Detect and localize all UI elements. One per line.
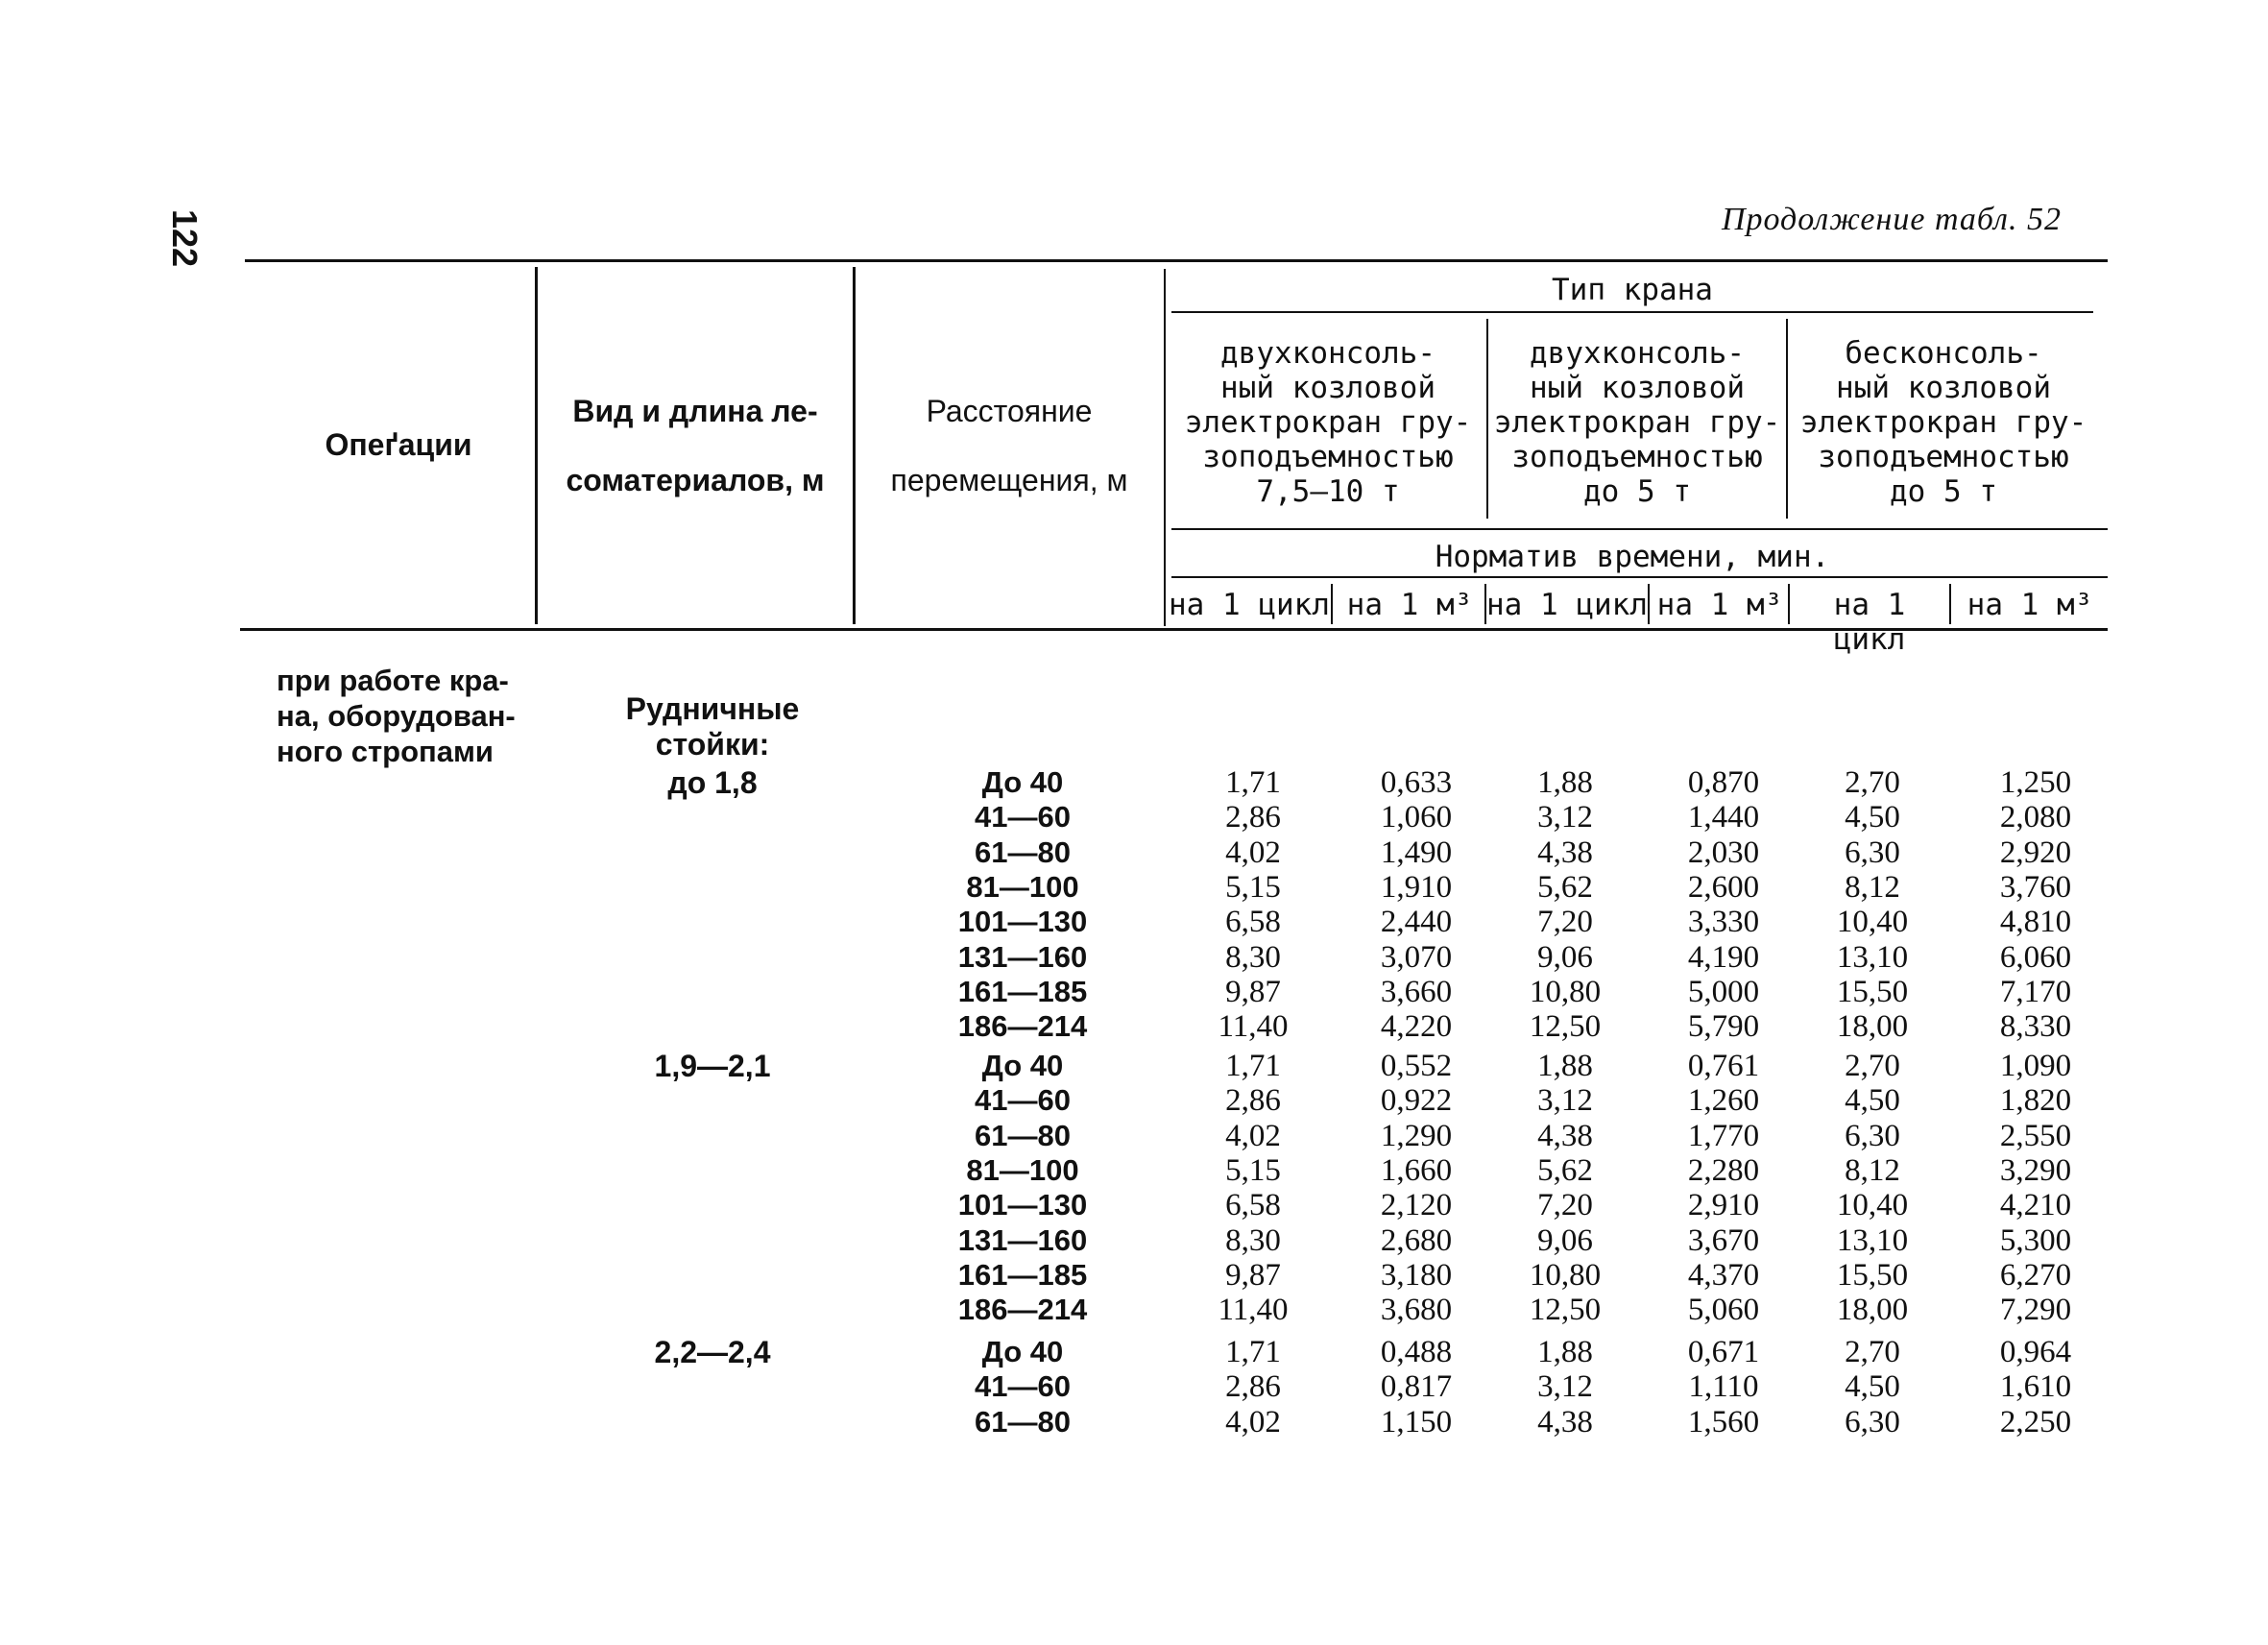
cell-m3-crane3: 4,210 (1999, 1188, 2072, 1223)
cell-m3-crane3: 2,920 (1999, 835, 2072, 870)
cell-cycle-crane3: 10,40 (1836, 1188, 1909, 1223)
cell-cycle-crane1: 8,30 (1225, 939, 1281, 975)
cell-cycle-crane1: 4,02 (1225, 835, 1281, 870)
col-divider-3 (1164, 269, 1166, 626)
cell-m3-crane2: 5,790 (1687, 1009, 1760, 1045)
cell-cycle-crane2: 7,20 (1537, 905, 1593, 940)
cell-cycle-crane3: 6,30 (1845, 1404, 1900, 1439)
col-divider-1 (535, 267, 538, 624)
header-per-cycle-2: на 1 цикл (1486, 588, 1648, 622)
cell-m3-crane1: 0,922 (1380, 1083, 1453, 1119)
cell-m3-crane1: 4,220 (1380, 1009, 1453, 1045)
header-crane-1: двухконсоль- ный козловой электрокран гру- зоподъемностью 7,5—10 т (1184, 336, 1472, 509)
cell-m3-crane1: 0,817 (1380, 1369, 1453, 1405)
cell-m3-crane1: 0,488 (1380, 1335, 1453, 1369)
cell-m3-crane2: 1,440 (1687, 800, 1760, 835)
operation-description: при работе кра- на, оборудован- ного стропами (277, 664, 516, 768)
cell-distance: 61—80 (975, 1118, 1071, 1152)
cell-cycle-crane1: 4,02 (1225, 1404, 1281, 1439)
cell-cycle-crane1: 2,86 (1225, 1083, 1281, 1119)
header-crane-3: бесконсоль- ный козловой электрокран гру- зоподъемностью до 5 т (1799, 336, 2087, 509)
cell-cycle-crane1: 11,40 (1218, 1009, 1289, 1045)
cell-m3-crane2: 1,770 (1687, 1118, 1760, 1153)
cell-m3-crane2: 0,761 (1687, 1049, 1760, 1083)
cell-m3-crane2: 4,190 (1687, 939, 1760, 975)
header-crane-2: двухконсоль- ный козловой электрокран гру- зоподъемностью до 5 т (1493, 336, 1781, 509)
crane-type-rule (1171, 311, 2093, 313)
cell-cycle-crane2: 3,12 (1537, 1083, 1593, 1119)
table-caption: Продолжение табл. 52 (1721, 202, 2062, 237)
cell-cycle-crane2: 1,88 (1537, 765, 1593, 800)
cell-cycle-crane2: 5,62 (1537, 1152, 1593, 1188)
cell-m3-crane1: 1,660 (1380, 1152, 1453, 1188)
header-per-m3-1: на 1 м³ (1346, 588, 1473, 622)
cell-cycle-crane2: 9,06 (1537, 1222, 1593, 1258)
cell-m3-crane3: 8,330 (1999, 1009, 2072, 1045)
cell-m3-crane1: 1,910 (1380, 869, 1453, 905)
cell-distance: 41—60 (975, 800, 1071, 835)
header-wood-line1: Вид и длина ле- (572, 394, 818, 428)
cell-cycle-crane2: 10,80 (1529, 974, 1602, 1009)
cell-cycle-crane2: 9,06 (1537, 939, 1593, 975)
cell-distance: До 40 (981, 1049, 1064, 1082)
subcol-divider-3 (1648, 584, 1650, 624)
crane-divider-1 (1486, 319, 1488, 519)
cell-m3-crane3: 3,760 (1999, 869, 2072, 905)
page-number: 122 (165, 209, 205, 268)
cell-cycle-crane1: 8,30 (1225, 1222, 1281, 1258)
cell-cycle-crane2: 4,38 (1537, 1118, 1593, 1153)
cell-cycle-crane1: 4,02 (1225, 1118, 1281, 1153)
cell-distance: 101—130 (957, 1188, 1088, 1222)
cell-cycle-crane3: 15,50 (1836, 1257, 1909, 1293)
cell-m3-crane2: 2,280 (1687, 1152, 1760, 1188)
cell-cycle-crane3: 4,50 (1845, 1083, 1900, 1119)
cell-m3-crane1: 3,660 (1380, 974, 1453, 1009)
cell-distance: До 40 (981, 765, 1064, 799)
cell-cycle-crane3: 2,70 (1845, 765, 1900, 800)
cell-cycle-crane1: 6,58 (1225, 905, 1281, 940)
cell-cycle-crane1: 1,71 (1225, 765, 1281, 800)
header-norm: Норматив времени, мин. (1435, 540, 1830, 574)
cell-m3-crane1: 2,120 (1380, 1188, 1453, 1223)
cell-m3-crane1: 1,060 (1380, 800, 1453, 835)
cell-m3-crane2: 0,870 (1687, 765, 1760, 800)
cell-distance: 161—185 (957, 1257, 1088, 1292)
cell-m3-crane1: 1,150 (1380, 1404, 1453, 1439)
cell-m3-crane1: 3,680 (1380, 1293, 1453, 1328)
cell-cycle-crane3: 4,50 (1845, 800, 1900, 835)
cell-distance: 186—214 (957, 1009, 1088, 1044)
cell-cycle-crane2: 3,12 (1537, 1369, 1593, 1405)
header-distance-line1: Расстояние (926, 394, 1093, 428)
norm-rule (1171, 576, 2108, 578)
cell-cycle-crane1: 1,71 (1225, 1335, 1281, 1369)
cell-m3-crane3: 7,170 (1999, 974, 2072, 1009)
group-label: 1,9—2,1 (654, 1049, 771, 1083)
cell-m3-crane2: 5,000 (1687, 974, 1760, 1009)
group-label: до 1,8 (667, 765, 758, 800)
cell-m3-crane2: 2,910 (1687, 1188, 1760, 1223)
crane-divider-2 (1786, 319, 1788, 519)
cell-m3-crane1: 2,680 (1380, 1222, 1453, 1258)
cell-cycle-crane2: 7,20 (1537, 1188, 1593, 1223)
cell-cycle-crane3: 13,10 (1836, 939, 1909, 975)
cell-m3-crane3: 4,810 (1999, 905, 2072, 940)
header-operations: Опеґации (325, 427, 472, 462)
cell-m3-crane3: 7,290 (1999, 1293, 2072, 1328)
cell-m3-crane1: 3,070 (1380, 939, 1453, 975)
cell-m3-crane1: 0,552 (1380, 1049, 1453, 1083)
cell-cycle-crane1: 2,86 (1225, 800, 1281, 835)
cell-distance: 131—160 (957, 1222, 1088, 1257)
header-crane-type: Тип крана (1552, 273, 1713, 307)
cell-cycle-crane1: 5,15 (1225, 1152, 1281, 1188)
cell-cycle-crane3: 10,40 (1836, 905, 1909, 940)
cell-cycle-crane1: 9,87 (1225, 974, 1281, 1009)
cell-cycle-crane1: 5,15 (1225, 869, 1281, 905)
cell-cycle-crane2: 1,88 (1537, 1335, 1593, 1369)
cell-m3-crane2: 3,330 (1687, 905, 1760, 940)
cell-distance: 41—60 (975, 1369, 1071, 1404)
cell-distance: 101—130 (957, 905, 1088, 939)
cell-m3-crane2: 2,600 (1687, 869, 1760, 905)
cell-distance: 81—100 (966, 869, 1079, 904)
cell-cycle-crane2: 4,38 (1537, 1404, 1593, 1439)
top-rule (245, 259, 2108, 262)
cell-m3-crane3: 2,250 (1999, 1404, 2072, 1439)
cell-cycle-crane3: 13,10 (1836, 1222, 1909, 1258)
cell-cycle-crane2: 12,50 (1529, 1009, 1602, 1045)
cell-cycle-crane1: 6,58 (1225, 1188, 1281, 1223)
header-distance-line2: перемещения, м (890, 463, 1128, 497)
cell-m3-crane2: 1,110 (1688, 1369, 1759, 1405)
cell-cycle-crane1: 1,71 (1225, 1049, 1281, 1083)
group-label: 2,2—2,4 (654, 1335, 771, 1369)
cell-cycle-crane2: 3,12 (1537, 800, 1593, 835)
cell-distance: 81—100 (966, 1152, 1079, 1187)
cell-cycle-crane3: 18,00 (1836, 1293, 1909, 1328)
cell-cycle-crane2: 12,50 (1529, 1293, 1602, 1328)
cell-m3-crane3: 2,550 (1999, 1118, 2072, 1153)
cell-m3-crane1: 0,633 (1380, 765, 1453, 800)
cell-cycle-crane2: 10,80 (1529, 1257, 1602, 1293)
cell-cycle-crane2: 4,38 (1537, 835, 1593, 870)
cell-cycle-crane1: 9,87 (1225, 1257, 1281, 1293)
cell-m3-crane3: 3,290 (1999, 1152, 2072, 1188)
cell-distance: 41—60 (975, 1083, 1071, 1118)
wood-type: Рудничные стойки: (625, 691, 800, 762)
cell-m3-crane3: 5,300 (1999, 1222, 2072, 1258)
cell-m3-crane1: 2,440 (1380, 905, 1453, 940)
cell-m3-crane3: 1,820 (1999, 1083, 2072, 1119)
cell-distance: 131—160 (957, 939, 1088, 974)
cell-m3-crane3: 6,060 (1999, 939, 2072, 975)
cell-cycle-crane3: 18,00 (1836, 1009, 1909, 1045)
cell-m3-crane2: 1,560 (1687, 1404, 1760, 1439)
cell-cycle-crane3: 6,30 (1845, 835, 1900, 870)
cell-distance: 186—214 (957, 1293, 1088, 1327)
cell-distance: 61—80 (975, 1404, 1071, 1439)
cell-m3-crane2: 5,060 (1687, 1293, 1760, 1328)
cell-cycle-crane3: 8,12 (1845, 869, 1900, 905)
cell-m3-crane2: 1,260 (1687, 1083, 1760, 1119)
header-per-m3-2: на 1 м³ (1656, 588, 1783, 622)
cell-m3-crane3: 2,080 (1999, 800, 2072, 835)
cell-cycle-crane3: 8,12 (1845, 1152, 1900, 1188)
cell-m3-crane1: 1,290 (1380, 1118, 1453, 1153)
cell-cycle-crane3: 6,30 (1845, 1118, 1900, 1153)
cell-m3-crane3: 1,610 (1999, 1369, 2072, 1405)
cell-m3-crane3: 1,090 (1999, 1049, 2072, 1083)
cell-m3-crane2: 0,671 (1687, 1335, 1760, 1369)
cell-cycle-crane3: 4,50 (1845, 1369, 1900, 1405)
cell-m3-crane3: 0,964 (1999, 1335, 2072, 1369)
cell-m3-crane1: 3,180 (1380, 1257, 1453, 1293)
cell-distance: 61—80 (975, 835, 1071, 869)
cell-cycle-crane1: 11,40 (1218, 1293, 1289, 1328)
cell-m3-crane3: 6,270 (1999, 1257, 2072, 1293)
cell-m3-crane2: 4,370 (1687, 1257, 1760, 1293)
cell-distance: До 40 (981, 1335, 1064, 1368)
subcol-divider-5 (1949, 584, 1951, 624)
cell-cycle-crane3: 2,70 (1845, 1335, 1900, 1369)
cell-cycle-crane1: 2,86 (1225, 1369, 1281, 1405)
cell-m3-crane3: 1,250 (1999, 765, 2072, 800)
crane-names-rule (1171, 528, 2108, 530)
header-wood-line2: соматериалов, м (566, 463, 825, 497)
cell-cycle-crane2: 1,88 (1537, 1049, 1593, 1083)
col-divider-2 (853, 267, 856, 624)
header-per-m3-3: на 1 м³ (1966, 588, 2093, 622)
cell-distance: 161—185 (957, 974, 1088, 1008)
header-per-cycle-1: на 1 цикл (1169, 588, 1330, 622)
subcol-divider-1 (1331, 584, 1333, 624)
cell-cycle-crane3: 15,50 (1836, 974, 1909, 1009)
cell-m3-crane2: 2,030 (1687, 835, 1760, 870)
cell-cycle-crane3: 2,70 (1845, 1049, 1900, 1083)
header-per-cycle-3: на 1 цикл (1833, 588, 1906, 657)
cell-cycle-crane2: 5,62 (1537, 869, 1593, 905)
cell-m3-crane1: 1,490 (1380, 835, 1453, 870)
cell-m3-crane2: 3,670 (1687, 1222, 1760, 1258)
